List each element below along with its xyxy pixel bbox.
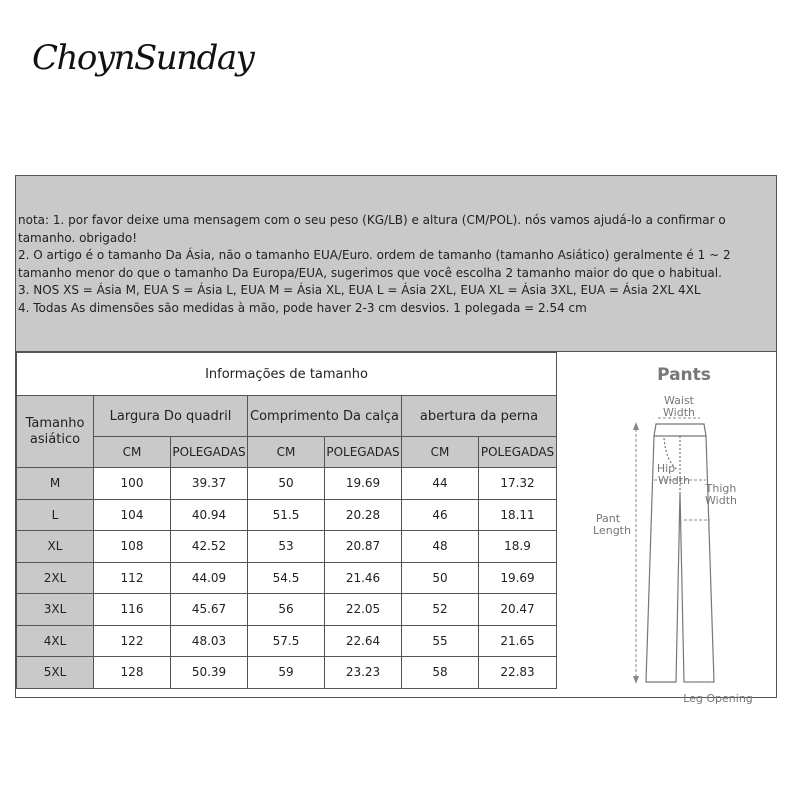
table-row: [17, 499, 557, 531]
table-row: [17, 594, 557, 626]
value-cell: 108: [94, 531, 171, 563]
unit-in-header: POLEGADAS: [325, 437, 402, 468]
table-row: [17, 531, 557, 563]
value-cell: 46: [402, 499, 479, 531]
value-cell: 53: [248, 531, 325, 563]
value-cell: 22.64: [325, 625, 402, 657]
pants-diagram: [556, 352, 776, 705]
value-cell: 48: [402, 531, 479, 563]
value-cell: 20.47: [479, 594, 557, 626]
table-row: [17, 657, 557, 689]
unit-cm-header: CM: [94, 437, 171, 468]
size-table: [16, 352, 557, 689]
thigh-label-2: Width: [705, 494, 737, 507]
unit-cm-header: CM: [402, 437, 479, 468]
value-cell: 59: [248, 657, 325, 689]
value-cell: 39.37: [171, 468, 248, 500]
size-cell: 2XL: [17, 562, 94, 594]
table-row: [17, 562, 557, 594]
value-cell: 45.67: [171, 594, 248, 626]
value-cell: 50: [248, 468, 325, 500]
value-cell: 18.11: [479, 499, 557, 531]
brand-logo: ChoynSunday: [32, 38, 254, 78]
value-cell: 21.65: [479, 625, 557, 657]
note-3: 3. NOS XS = Ásia M, EUA S = Ásia L, EUA M = Ásia XL, EUA L = Ásia 2XL, EUA XL = Ásia 3XL, EUA = Ásia 2XL 4XL: [18, 283, 701, 297]
value-cell: 19.69: [325, 468, 402, 500]
waist-label-2: Width: [663, 406, 695, 419]
table-row: [17, 468, 557, 500]
value-cell: 19.69: [479, 562, 557, 594]
value-cell: 122: [94, 625, 171, 657]
note-2: 2. O artigo é o tamanho Da Ásia, não o tamanho EUA/Euro. ordem de tamanho (tamanho Asiático) geralmente é 1 ~ 2 tamanho menor do que o tamanho Da Europa/EUA, sugerimos que você escolha 2 tamanho maior do que o habitual.: [18, 248, 731, 280]
value-cell: 128: [94, 657, 171, 689]
unit-in-header: POLEGADAS: [171, 437, 248, 468]
value-cell: 55: [402, 625, 479, 657]
value-cell: 51.5: [248, 499, 325, 531]
value-cell: 48.03: [171, 625, 248, 657]
value-cell: 112: [94, 562, 171, 594]
value-cell: 44: [402, 468, 479, 500]
value-cell: 104: [94, 499, 171, 531]
value-cell: 56: [248, 594, 325, 626]
length-arrow-top: [633, 422, 639, 430]
value-cell: 116: [94, 594, 171, 626]
unit-cm-header: CM: [248, 437, 325, 468]
size-cell: 3XL: [17, 594, 94, 626]
value-cell: 58: [402, 657, 479, 689]
value-cell: 22.05: [325, 594, 402, 626]
value-cell: 100: [94, 468, 171, 500]
length-arrow-bottom: [633, 676, 639, 684]
hip-width-header: Largura Do quadril: [94, 396, 248, 437]
value-cell: 17.32: [479, 468, 557, 500]
size-cell: 5XL: [17, 657, 94, 689]
leg-opening-label: Leg Opening: [683, 692, 753, 705]
value-cell: 54.5: [248, 562, 325, 594]
thigh-label-1: Thigh: [705, 482, 737, 495]
value-cell: 52: [402, 594, 479, 626]
hip-label-1: Hip: [656, 462, 676, 475]
diagram-title: Pants: [657, 365, 711, 385]
size-cell: M: [17, 468, 94, 500]
length-label-2: Length: [593, 524, 631, 537]
value-cell: 21.46: [325, 562, 402, 594]
unit-in-header: POLEGADAS: [479, 437, 557, 468]
value-cell: 57.5: [248, 625, 325, 657]
note-4: 4. Todas As dimensões são medidas à mão, pode haver 2-3 cm desvios. 1 polegada = 2.54 cm: [18, 300, 587, 315]
size-cell: L: [17, 499, 94, 531]
length-label-1: Pant: [595, 512, 621, 525]
table-row: [17, 625, 557, 657]
value-cell: 50.39: [171, 657, 248, 689]
leg-opening-header: abertura da perna: [402, 396, 557, 437]
size-cell: 4XL: [17, 625, 94, 657]
value-cell: 44.09: [171, 562, 248, 594]
value-cell: 50: [402, 562, 479, 594]
size-chart-sheet: [15, 175, 777, 705]
value-cell: 22.83: [479, 657, 557, 689]
size-column-header: Tamanho asiático: [17, 396, 94, 468]
value-cell: 42.52: [171, 531, 248, 563]
value-cell: 23.23: [325, 657, 402, 689]
pant-length-header: Comprimento Da calça: [248, 396, 402, 437]
notes-panel: [16, 176, 776, 352]
value-cell: 18.9: [479, 531, 557, 563]
hip-label-2: Width: [658, 474, 690, 487]
table-title: Informações de tamanho: [17, 353, 557, 396]
waist-label-1: Waist: [663, 394, 695, 407]
value-cell: 40.94: [171, 499, 248, 531]
note-1: nota: 1. por favor deixe uma mensagem com o seu peso (KG/LB) e altura (CM/POL). nós vamos ajudá-lo a confirmar o tamanho. obrigado!: [18, 213, 726, 245]
value-cell: 20.28: [325, 499, 402, 531]
size-cell: XL: [17, 531, 94, 563]
value-cell: 20.87: [325, 531, 402, 563]
